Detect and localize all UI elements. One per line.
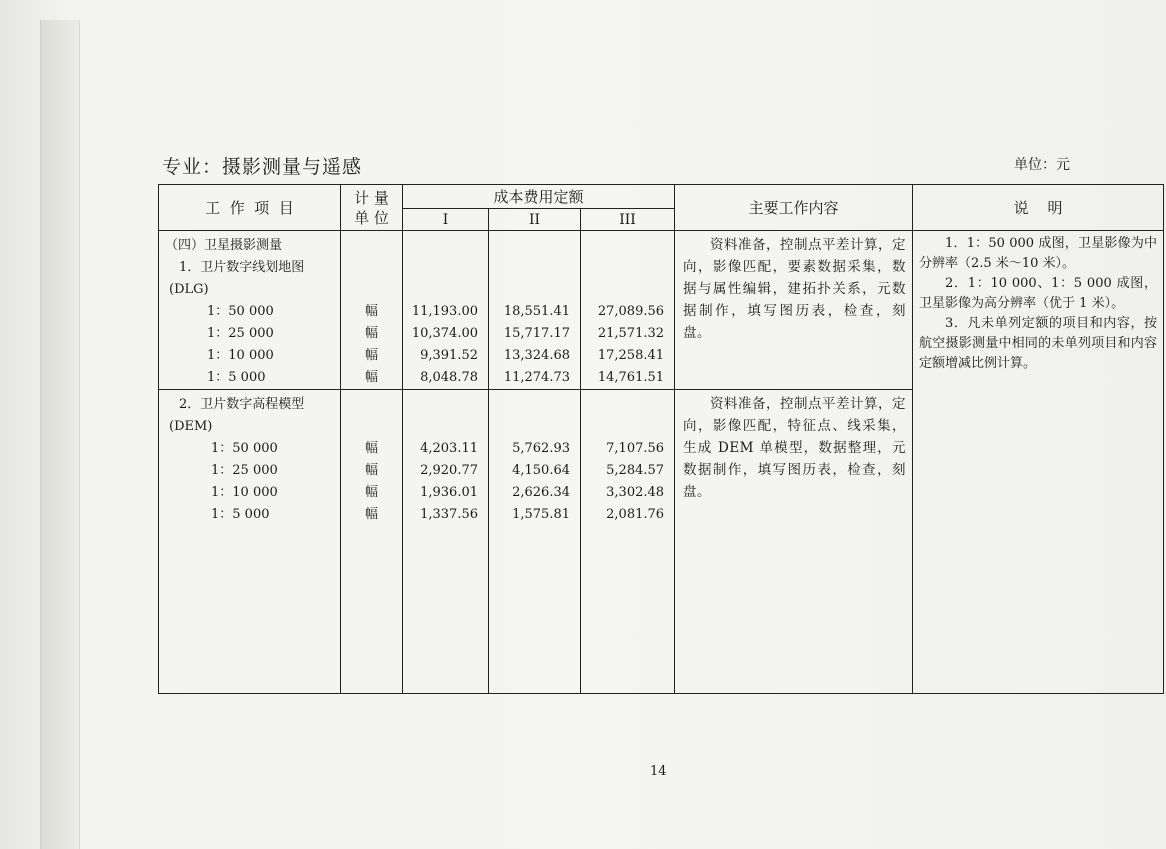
cost-value: 1,575.81 <box>512 507 570 522</box>
page-edge <box>40 20 80 849</box>
col-header-content: 主要工作内容 <box>675 185 913 231</box>
scale-label: 1：5 000 <box>207 370 266 385</box>
note-item: 3．凡未单列定额的项目和内容，按航空摄影测量中相同的未单列项目和内容定额增减比例计算。 <box>919 316 1158 371</box>
col-header-level-3: III <box>581 209 675 231</box>
cost-level-2-dlg <box>489 231 581 390</box>
item-cell-dem <box>159 390 341 694</box>
cost-level-3-dlg <box>581 231 675 390</box>
cost-value: 8,048.78 <box>420 370 478 385</box>
note-item: 2．1：10 000、1：5 000 成图，卫星影像为高分辨率（优于 1 米）。 <box>919 276 1158 311</box>
scale-label: 1：10 000 <box>211 485 278 500</box>
unit-value: 幅 <box>364 348 378 363</box>
table-row-dlg <box>159 231 1164 390</box>
unit-note: 单位：元 <box>1014 157 1070 173</box>
col-header-unit <box>341 185 403 231</box>
cost-value: 2,920.77 <box>420 463 478 478</box>
cost-level-2-dem <box>489 390 581 694</box>
cost-value: 18,551.41 <box>503 304 570 319</box>
cost-value: 1,337.56 <box>420 507 478 522</box>
cost-level-3-dem <box>581 390 675 694</box>
cost-value: 5,762.93 <box>512 441 570 456</box>
cost-value: 15,717.17 <box>503 326 570 341</box>
scale-label: 1：50 000 <box>211 441 278 456</box>
item-title-dlg: 1．卫片数字线划地图 <box>179 260 305 275</box>
page-header <box>158 152 1166 178</box>
cost-value: 7,107.56 <box>606 441 665 456</box>
cost-value: 1,936.01 <box>420 485 478 500</box>
content-cell-dem <box>675 390 913 694</box>
cost-value: 14,761.51 <box>597 370 665 385</box>
cost-value: 21,571.32 <box>597 326 665 341</box>
cost-value: 11,193.00 <box>411 304 478 319</box>
content-text-dlg: 资料准备，控制点平差计算，定向，影像匹配，要素数据采集，数据与属性编辑，建拓扑关系，元数据制作，填写图历表，检查，刻盘。 <box>683 237 907 341</box>
scale-label: 1：5 000 <box>211 507 270 522</box>
page-number: 14 <box>650 764 667 779</box>
scale-label: 1：25 000 <box>207 326 274 341</box>
col-header-unit-text: 计 量 单 位 <box>354 188 389 227</box>
cost-value: 3,302.48 <box>606 485 665 500</box>
unit-value: 幅 <box>364 507 378 522</box>
unit-value: 幅 <box>364 304 378 319</box>
cost-value: 10,374.00 <box>411 326 478 341</box>
col-header-level-1: I <box>403 209 489 231</box>
content-text-dem: 资料准备，控制点平差计算，定向，影像匹配，特征点、线采集，生成 DEM 单模型，数据整理，元数据制作，填写图历表，检查，刻盘。 <box>683 396 907 500</box>
unit-value: 幅 <box>364 370 378 385</box>
scale-label: 1：50 000 <box>207 304 274 319</box>
unit-cell-dem <box>341 390 403 694</box>
item-cell-dlg <box>159 231 341 390</box>
cost-level-1-dem <box>403 390 489 694</box>
cost-value: 9,391.52 <box>420 348 478 363</box>
content-cell-dlg <box>675 231 913 390</box>
note-item: 1．1：50 000 成图，卫星影像为中分辨率（2.5 米～10 米）。 <box>919 236 1158 271</box>
group-title: （四）卫星摄影测量 <box>165 238 283 253</box>
cost-value: 13,324.68 <box>503 348 570 363</box>
notes-cell <box>913 231 1164 694</box>
item-code-dem: (DEM) <box>169 419 213 434</box>
unit-value: 幅 <box>364 441 378 456</box>
cost-value: 11,274.73 <box>503 370 570 385</box>
cost-value: 17,258.41 <box>597 348 665 363</box>
unit-value: 幅 <box>364 485 378 500</box>
col-header-item: 工 作 项 目 <box>159 185 341 231</box>
quota-table <box>158 184 1164 694</box>
cost-value: 2,081.76 <box>606 507 665 522</box>
specialty-title: 专业：摄影测量与遥感 <box>162 156 363 178</box>
unit-value: 幅 <box>364 463 378 478</box>
cost-level-1-dlg <box>403 231 489 390</box>
unit-value: 幅 <box>364 326 378 341</box>
item-code-dlg: (DLG) <box>169 282 209 297</box>
unit-cell-dlg <box>341 231 403 390</box>
cost-value: 27,089.56 <box>597 304 665 319</box>
cost-value: 4,150.64 <box>512 463 570 478</box>
col-header-notes: 说 明 <box>913 185 1164 231</box>
item-title-dem: 2．卫片数字高程模型 <box>179 397 305 412</box>
cost-value: 5,284.57 <box>606 463 665 478</box>
col-header-level-2: II <box>489 209 581 231</box>
cost-value: 4,203.11 <box>420 441 478 456</box>
cost-value: 2,626.34 <box>512 485 570 500</box>
scale-label: 1：10 000 <box>207 348 274 363</box>
scale-label: 1：25 000 <box>211 463 278 478</box>
col-header-cost: 成本费用定额 <box>403 185 675 209</box>
